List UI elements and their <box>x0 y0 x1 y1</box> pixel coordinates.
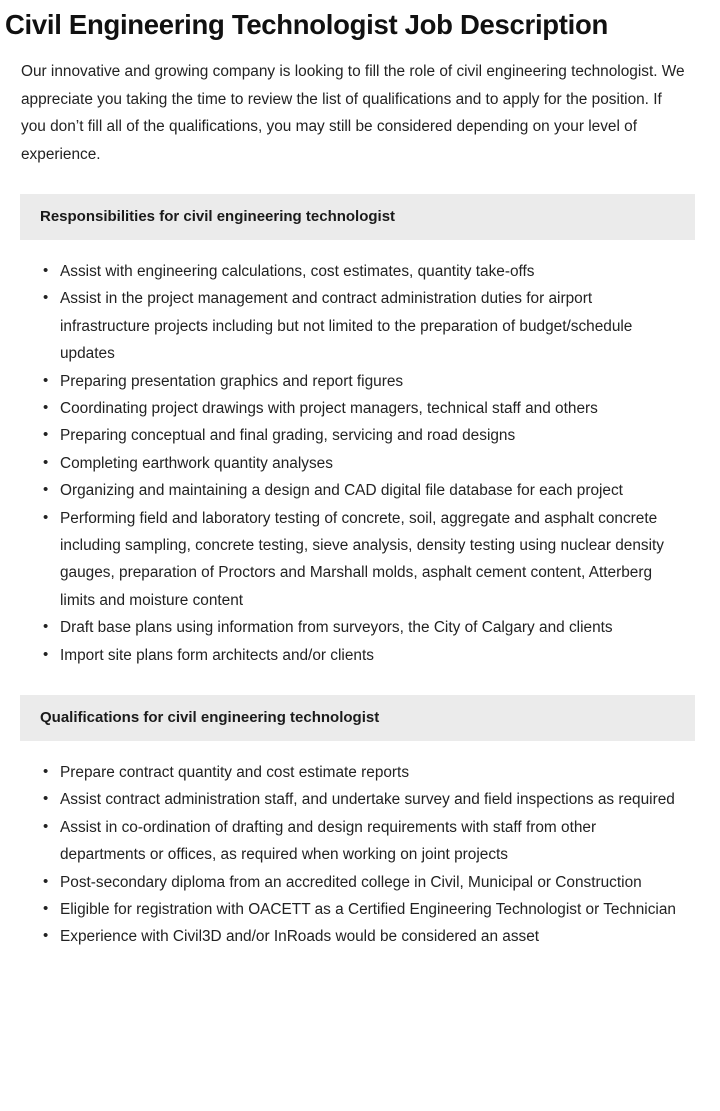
list-item: • Coordinating project drawings with project managers, technical staff and others <box>0 395 695 422</box>
list-item: • Draft base plans using information from surveyors, the City of Calgary and clients <box>0 614 695 641</box>
list-item: • Post-secondary diploma from an accredited college in Civil, Municipal or Construction <box>0 869 695 896</box>
responsibilities-list <box>0 240 720 669</box>
section-header-qualifications: Qualifications for civil engineering technologist <box>20 695 695 741</box>
list-item: • Assist in the project management and contract administration duties for airport infrastructure projects including but not limited to the preparation of budget/schedule updates <box>0 285 695 367</box>
list-item: • Experience with Civil3D and/or InRoads would be considered an asset <box>0 923 695 950</box>
list-item: • Prepare contract quantity and cost estimate reports <box>0 759 695 786</box>
list-item: • Assist with engineering calculations, cost estimates, quantity take-offs <box>0 258 695 285</box>
qualifications-list <box>0 741 720 951</box>
list-item: • Preparing presentation graphics and report figures <box>0 368 695 395</box>
list-item: • Preparing conceptual and final grading, servicing and road designs <box>0 422 695 449</box>
section-header-responsibilities: Responsibilities for civil engineering technologist <box>20 194 695 240</box>
list-item: • Completing earthwork quantity analyses <box>0 450 695 477</box>
page-title: Civil Engineering Technologist Job Description <box>5 9 608 40</box>
list-item: • Organizing and maintaining a design and CAD digital file database for each project <box>0 477 695 504</box>
section-responsibilities <box>0 194 720 669</box>
section-qualifications <box>0 695 720 951</box>
list-item: • Eligible for registration with OACETT as a Certified Engineering Technologist or Technician <box>0 896 695 923</box>
list-item: • Performing field and laboratory testing of concrete, soil, aggregate and asphalt concrete including sampling, concrete testing, sieve analysis, density testing using nuclear density gauges, preparation of Proctors and Marshall molds, asphalt cement content, Atterberg limits and moisture content <box>0 505 695 615</box>
list-item: • Assist contract administration staff, and undertake survey and field inspections as required <box>0 786 695 813</box>
list-item: • Import site plans form architects and/or clients <box>0 642 695 669</box>
intro-paragraph: Our innovative and growing company is looking to fill the role of civil engineering technologist. We appreciate you taking the time to review the list of qualifications and to apply for the position. If you don’t fill all of the qualifications, you may still be considered depending on your level of experience. <box>21 63 685 163</box>
list-item: • Assist in co-ordination of drafting and design requirements with staff from other departments or offices, as required when working on joint projects <box>0 814 695 869</box>
